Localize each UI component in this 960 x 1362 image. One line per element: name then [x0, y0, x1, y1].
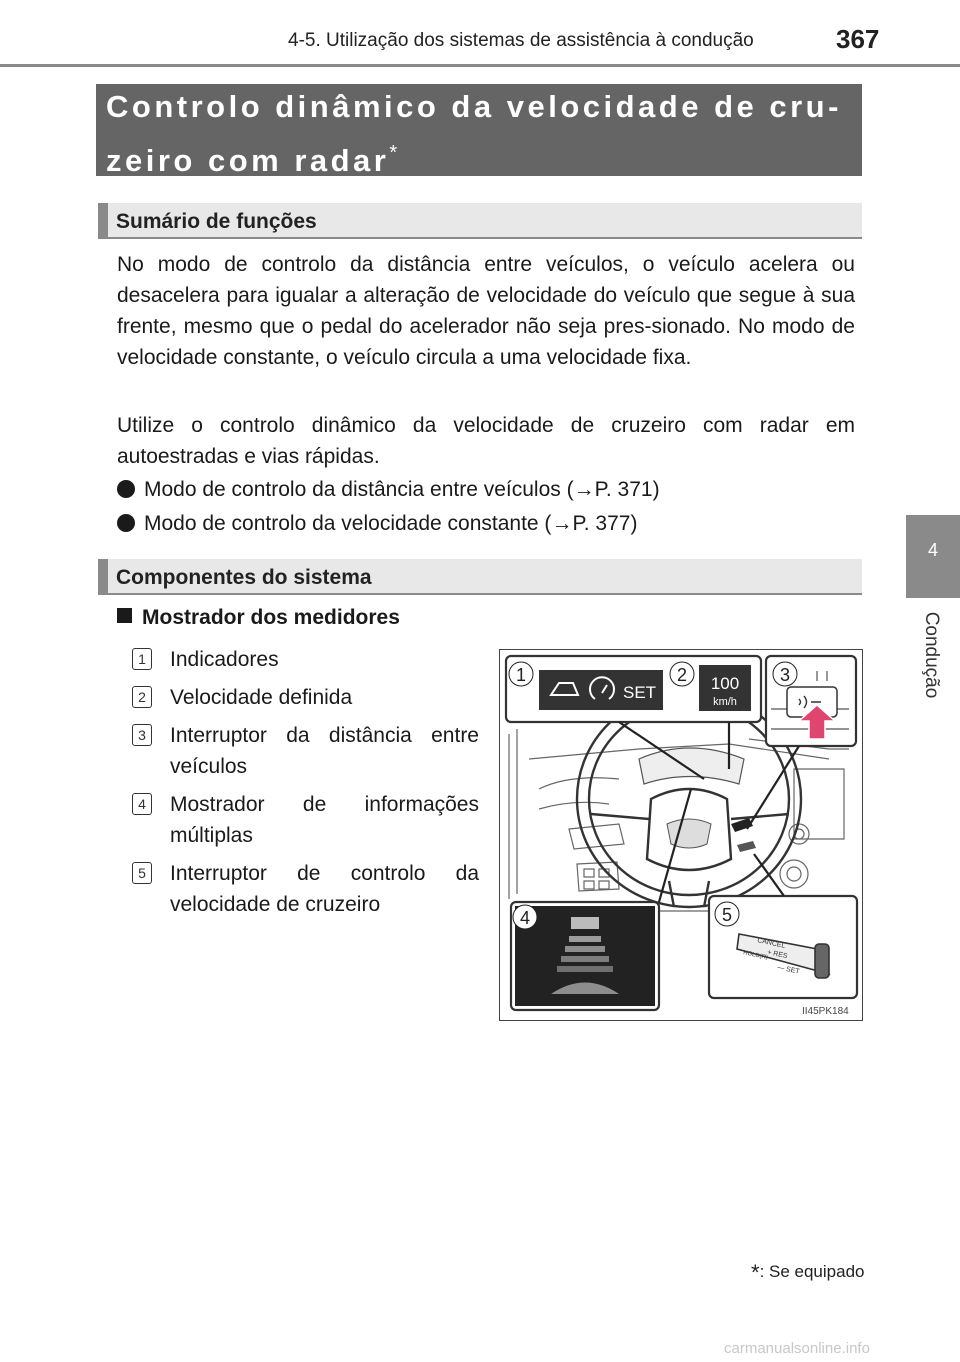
item-label-5: Interruptor de controlo da velocidade de cruzeiro [170, 862, 479, 916]
square-bullet-icon [117, 608, 132, 623]
callout-4: 4 [519, 908, 531, 928]
section-heading-summary: Sumário de funções [116, 210, 317, 233]
lever-label-res: + RES [766, 949, 789, 961]
callout-5: 5 [721, 905, 733, 925]
bullet-dot [117, 480, 135, 498]
summary-paragraph-2: Utilize o controlo dinâmico da velocidade de cruzeiro com radar em autoestradas e vias rápidas. [117, 414, 855, 468]
section-heading-components: Componentes do sistema [116, 566, 372, 589]
title-asterisk: * [389, 142, 401, 164]
display-unit-text: km/h [713, 696, 737, 708]
display-speed-text: 100 [710, 674, 740, 693]
arrow-icon: → [551, 512, 573, 535]
chapter-label: Condução [921, 611, 942, 699]
page-title-line2 [106, 130, 866, 184]
item-label-1: Indicadores [170, 648, 279, 671]
arrow-icon: → [573, 478, 595, 501]
figure-code: II45PK184 [802, 1006, 849, 1017]
footnote-asterisk: * [751, 1260, 760, 1285]
lever-label-cancel: CANCEL [756, 937, 786, 950]
summary-paragraph-1: No modo de controlo da distância entre veículos, o veículo acelera ou desacelera para igualar a alteração de velocidade do veículo que segue à sua frente, mesmo que o pedal do acelerador não seja pres-sionado. No modo de velocidade constante, o veículo circula a uma velocidade fixa. [117, 253, 855, 369]
page-title-line1: Controlo dinâmico da velocidade de cru- [106, 89, 842, 124]
item-number-2: 2 [132, 686, 152, 708]
item-number-1: 1 [132, 648, 152, 670]
item-number-3: 3 [132, 724, 152, 746]
item-label-3: Interruptor da distância entre veículos [170, 724, 479, 778]
page-reference-link[interactable]: P. 371) [594, 478, 660, 501]
display-set-text: SET [623, 683, 657, 702]
page-title [106, 84, 866, 184]
subheading-meters [117, 606, 400, 630]
page-reference-link[interactable]: P. 377) [572, 512, 638, 535]
header-rule [0, 64, 960, 67]
bullet-text: Modo de controlo da velocidade constante ( [144, 512, 552, 535]
cockpit-illustration [499, 649, 863, 1021]
chapter-number: 4 [927, 540, 938, 560]
lever-label-hold: HOLD(R) [742, 950, 769, 962]
bullet-constant-mode [117, 512, 637, 536]
callout-1: 1 [515, 665, 527, 685]
bullet-dot [117, 514, 135, 532]
item-number-4: 4 [132, 793, 152, 815]
running-header-section: 4-5. Utilização dos sistemas de assistência à condução [288, 30, 754, 51]
footnote-text: : Se equipado [759, 1262, 865, 1281]
bullet-distance-mode [117, 478, 660, 502]
footnote [751, 1260, 864, 1286]
page-number: 367 [836, 24, 880, 54]
callout-2: 2 [676, 665, 688, 685]
bullet-text: Modo de controlo da distância entre veículos ( [144, 478, 574, 501]
item-number-5: 5 [132, 862, 152, 884]
lever-label-set: — SET [776, 964, 801, 976]
subheading-text: Mostrador dos medidores [142, 606, 400, 629]
item-label-4: Mostrador de informações múltiplas [170, 793, 479, 847]
page-title-line2-text: zeiro com radar [106, 143, 390, 178]
watermark: carmanualsonline.info [724, 1340, 870, 1357]
item-label-2: Velocidade definida [170, 686, 353, 709]
callout-3: 3 [779, 665, 791, 685]
